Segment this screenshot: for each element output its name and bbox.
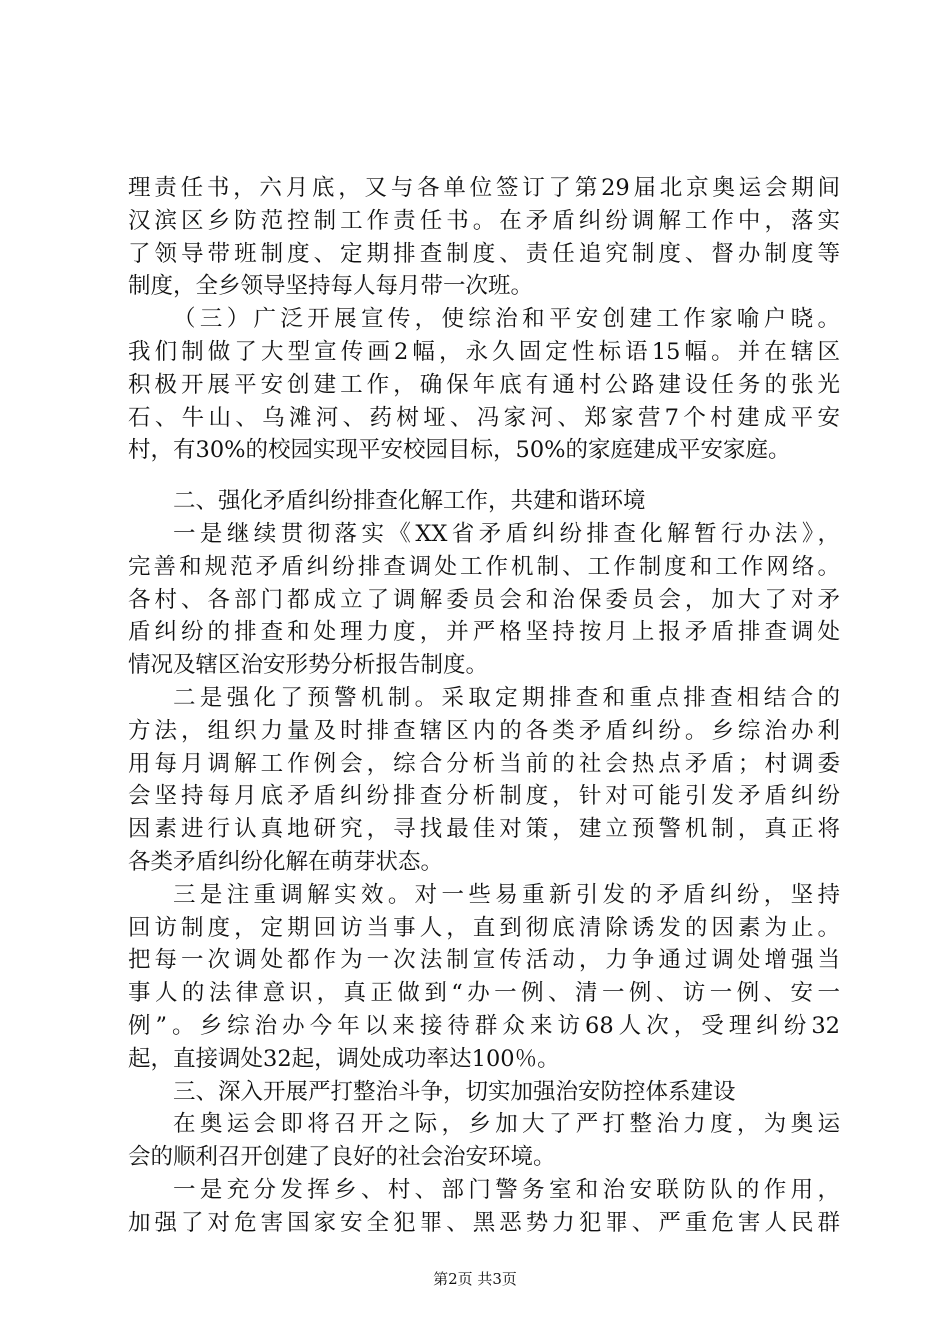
text-line: 例”。乡综治办今年以来接待群众来访68人次，受理纠纷32: [128, 1012, 840, 1039]
text-line: 完善和规范矛盾纠纷排查调处工作机制、工作制度和工作网络。: [128, 553, 840, 580]
text-line: 各村、各部门都成立了调解委员会和治保委员会，加大了对矛: [128, 586, 840, 613]
text-line: 回访制度，定期回访当事人，直到彻底清除诱发的因素为止。: [128, 914, 840, 941]
text-line: 情况及辖区治安形势分析报告制度。: [128, 652, 489, 679]
text-line: 石、牛山、乌滩河、药树垭、冯家河、郑家营7个村建成平安: [128, 404, 840, 431]
document-body: [128, 172, 840, 1240]
text-line: 制度，全乡领导坚持每人每月带一次班。: [128, 273, 534, 300]
text-line: （三）广泛开展宣传，使综治和平安创建工作家喻户晓。: [173, 306, 840, 333]
text-line: 用每月调解工作例会，综合分析当前的社会热点矛盾；村调委: [128, 750, 840, 777]
text-line: 一是继续贯彻落实《XX省矛盾纠纷排查化解暂行办法》，: [173, 520, 840, 547]
text-line: 会的顺利召开创建了良好的社会治安环境。: [128, 1144, 556, 1171]
text-line: 加强了对危害国家安全犯罪、黑恶势力犯罪、严重危害人民群: [128, 1209, 840, 1236]
text-line: 村，有30%的校园实现平安校园目标，50%的家庭建成平安家庭。: [128, 437, 791, 464]
text-line: 因素进行认真地研究，寻找最佳对策，建立预警机制，真正将: [128, 816, 840, 843]
text-line: 方法，组织力量及时排查辖区内的各类矛盾纠纷。乡综治办利: [128, 717, 840, 744]
paragraph-gap: [128, 467, 840, 485]
text-line: 事人的法律意识，真正做到“办一例、清一例、访一例、安一: [128, 980, 840, 1007]
text-line: 了领导带班制度、定期排查制度、责任追究制度、督办制度等: [128, 240, 840, 267]
text-line: 二、强化矛盾纠纷排查化解工作，共建和谐环境: [173, 488, 646, 515]
text-line: 把每一次调处都作为一次法制宣传活动，力争通过调处增强当: [128, 947, 840, 974]
page-footer: 第2页 共3页: [433, 1270, 517, 1288]
text-line: 我们制做了大型宣传画2幅，永久固定性标语15幅。并在辖区: [128, 338, 840, 365]
text-line: 二是强化了预警机制。采取定期排查和重点排查相结合的: [173, 684, 840, 711]
text-line: 三、深入开展严打整治斗争，切实加强治安防控体系建设: [173, 1078, 736, 1105]
text-line: 汉滨区乡防范控制工作责任书。在矛盾纠纷调解工作中，落实: [128, 207, 840, 234]
text-line: 积极开展平安创建工作，确保年底有通村公路建设任务的张光: [128, 371, 840, 398]
text-line: 起，直接调处32起，调处成功率达100％。: [128, 1045, 560, 1072]
text-line: 盾纠纷的排查和处理力度，并严格坚持按月上报矛盾排查调处: [128, 619, 840, 646]
text-line: 理责任书，六月底，又与各单位签订了第29届北京奥运会期间: [128, 175, 840, 201]
text-line: 三是注重调解实效。对一些易重新引发的矛盾纠纷，坚持: [173, 881, 840, 908]
text-line: 各类矛盾纠纷化解在萌芽状态。: [128, 848, 444, 875]
text-line: 一是充分发挥乡、村、部门警务室和治安联防队的作用，: [173, 1176, 840, 1203]
text-line: 会坚持每月底矛盾纠纷排查分析制度，针对可能引发矛盾纠纷: [128, 783, 840, 810]
text-line: 在奥运会即将召开之际，乡加大了严打整治力度，为奥运: [173, 1111, 840, 1138]
